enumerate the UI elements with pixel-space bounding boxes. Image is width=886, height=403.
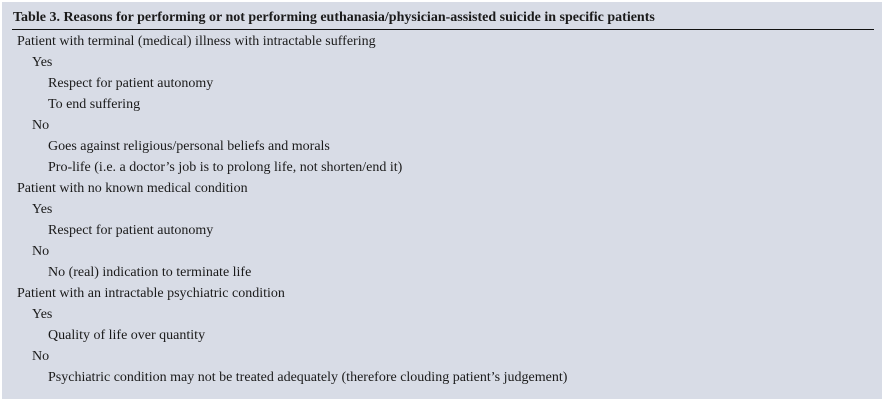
no-reason: Psychiatric condition may not be treated adequately (therefore clouding patient’s judgement) [48,370,568,385]
patient-category: Patient with an intractable psychiatric condition [17,286,285,301]
no-reason: No (real) indication to terminate life [48,265,252,280]
yes-reason: Respect for patient autonomy [48,76,214,91]
patient-category: Patient with no known medical condition [17,181,248,196]
caption-rule [12,29,874,30]
no-reason: Goes against religious/personal beliefs and morals [48,139,330,154]
no-label: No [32,118,50,133]
yes-label: Yes [32,307,53,322]
yes-reason: Respect for patient autonomy [48,223,214,238]
no-reason: Pro-life (i.e. a doctor’s job is to prolong life, not shorten/end it) [48,160,403,175]
no-label: No [32,349,50,364]
table-body [2,31,882,388]
table-panel [2,2,882,399]
table-caption: Table 3. Reasons for performing or not performing euthanasia/physician-assisted suicide in specific patients [13,10,655,25]
yes-reason: Quality of life over quantity [48,328,206,343]
yes-reason: To end suffering [48,97,141,112]
no-label: No [32,244,50,259]
yes-label: Yes [32,55,53,70]
yes-label: Yes [32,202,53,217]
patient-category: Patient with terminal (medical) illness with intractable suffering [17,34,376,49]
